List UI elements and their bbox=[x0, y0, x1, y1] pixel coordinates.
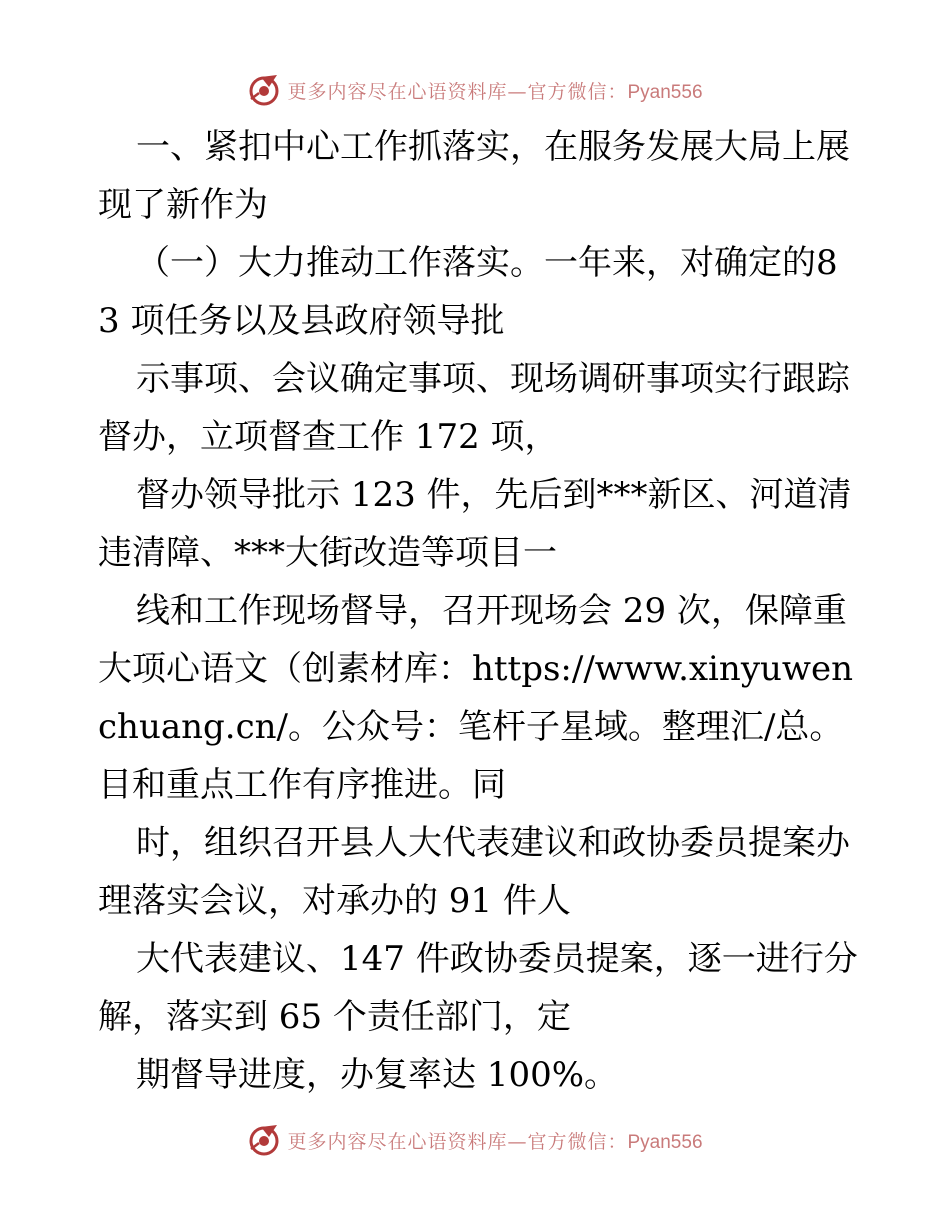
paragraph: （一）大力推动工作落实。一年来，对确定的83 项任务以及县政府领导批 bbox=[98, 243, 838, 341]
header-wechat-id: Pyan556 bbox=[627, 81, 703, 103]
paragraph: 示事项、会议确定事项、现场调研事项实行跟踪督办，立项督查工作 172 项， bbox=[98, 359, 850, 457]
paragraph: 一、紧扣中心工作抓落实，在服务发展大局上展现了新作为 bbox=[98, 127, 850, 225]
footer-banner bbox=[0, 1120, 950, 1160]
footer-banner-text: 更多内容尽在心语资料库—官方微信：Pyan556 bbox=[287, 1130, 703, 1153]
paragraph: 大代表建议、147 件政协委员提案，逐一进行分解，落实到 65 个责任部门，定 bbox=[98, 939, 858, 1037]
document-body bbox=[98, 118, 858, 1104]
paragraph: 线和工作现场督导，召开现场会 29 次，保障重大项心语文（创素材库：https://www.xinyuwenchuang.cn/。公众号：笔杆子星域。整理汇/总。目和重点工作有序推进。同 bbox=[98, 591, 854, 805]
paragraph: 时，组织召开县人大代表建议和政协委员提案办理落实会议，对承办的 91 件人 bbox=[98, 823, 850, 921]
paragraph: 期督导进度，办复率达 100%。 bbox=[136, 1055, 619, 1095]
quill-seal-icon bbox=[247, 1123, 283, 1157]
paragraph: 督办领导批示 123 件，先后到***新区、河道清违清障、***大街改造等项目一 bbox=[98, 475, 852, 573]
header-banner bbox=[0, 70, 950, 110]
header-banner-text: 更多内容尽在心语资料库—官方微信：Pyan556 bbox=[287, 80, 703, 103]
quill-seal-icon bbox=[247, 73, 283, 107]
footer-wechat-id: Pyan556 bbox=[627, 1131, 703, 1153]
